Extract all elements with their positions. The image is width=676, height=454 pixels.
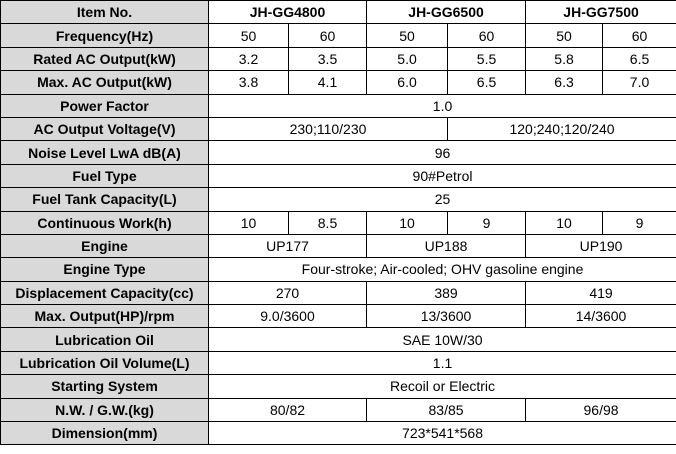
row-label-cell: Noise Level LwA dB(A) xyxy=(1,141,209,164)
value-cell: 14/3600 xyxy=(526,305,676,328)
value-cell: Recoil or Electric xyxy=(209,375,676,398)
header-label-cell: Item No. xyxy=(1,1,209,24)
row-label-cell: Engine xyxy=(1,234,209,257)
value-cell: 9 xyxy=(448,211,526,234)
value-cell: 1.1 xyxy=(209,351,676,374)
value-cell: 96 xyxy=(209,141,676,164)
row-label-cell: Max. Output(HP)/rpm xyxy=(1,305,209,328)
value-cell: 3.5 xyxy=(289,47,367,70)
value-cell: 3.8 xyxy=(209,71,289,94)
table-row xyxy=(1,141,676,164)
value-cell: 60 xyxy=(289,24,367,47)
value-cell: UP190 xyxy=(526,234,676,257)
row-label-cell: Power Factor xyxy=(1,94,209,117)
value-cell: 60 xyxy=(603,24,676,47)
value-cell: 6.5 xyxy=(448,71,526,94)
value-cell: 230;110/230 xyxy=(209,117,448,140)
value-cell: 9 xyxy=(603,211,676,234)
table-row xyxy=(1,94,676,117)
table-row xyxy=(1,422,676,445)
value-cell: 7.0 xyxy=(603,71,676,94)
row-label-cell: Lubrication Oil Volume(L) xyxy=(1,351,209,374)
value-cell: 6.0 xyxy=(367,71,448,94)
table-row xyxy=(1,375,676,398)
value-cell: 96/98 xyxy=(526,398,676,421)
value-cell: 50 xyxy=(526,24,603,47)
row-label-cell: Fuel Type xyxy=(1,164,209,187)
table-row xyxy=(1,398,676,421)
row-label-cell: Starting System xyxy=(1,375,209,398)
value-cell: 83/85 xyxy=(367,398,526,421)
value-cell: 50 xyxy=(209,24,289,47)
table-row xyxy=(1,47,676,70)
row-label-cell: Fuel Tank Capacity(L) xyxy=(1,188,209,211)
table-row xyxy=(1,281,676,304)
table-row xyxy=(1,164,676,187)
value-cell: 3.2 xyxy=(209,47,289,70)
value-cell: 120;240;120/240 xyxy=(448,117,676,140)
value-cell: 9.0/3600 xyxy=(209,305,367,328)
value-cell: 723*541*568 xyxy=(209,422,676,445)
row-label-cell: N.W. / G.W.(kg) xyxy=(1,398,209,421)
spec-table-body xyxy=(1,1,676,445)
table-row xyxy=(1,188,676,211)
value-cell: 1.0 xyxy=(209,94,676,117)
row-label-cell: Max. AC Output(kW) xyxy=(1,71,209,94)
value-cell: 10 xyxy=(209,211,289,234)
row-label-cell: Frequency(Hz) xyxy=(1,24,209,47)
value-cell: 6.5 xyxy=(603,47,676,70)
row-label-cell: Engine Type xyxy=(1,258,209,281)
value-cell: 80/82 xyxy=(209,398,367,421)
value-cell: UP188 xyxy=(367,234,526,257)
value-cell: 60 xyxy=(448,24,526,47)
row-label-cell: Rated AC Output(kW) xyxy=(1,47,209,70)
value-cell: 5.0 xyxy=(367,47,448,70)
row-label-cell: Continuous Work(h) xyxy=(1,211,209,234)
row-label-cell: AC Output Voltage(V) xyxy=(1,117,209,140)
value-cell: 90#Petrol xyxy=(209,164,676,187)
row-label-cell: Displacement Capacity(cc) xyxy=(1,281,209,304)
value-cell: 10 xyxy=(526,211,603,234)
row-label-cell: Dimension(mm) xyxy=(1,422,209,445)
value-cell: 4.1 xyxy=(289,71,367,94)
value-cell: 50 xyxy=(367,24,448,47)
value-cell: 5.8 xyxy=(526,47,603,70)
table-row xyxy=(1,351,676,374)
value-cell: 389 xyxy=(367,281,526,304)
value-cell: 8.5 xyxy=(289,211,367,234)
value-cell: UP177 xyxy=(209,234,367,257)
table-row xyxy=(1,234,676,257)
table-row xyxy=(1,328,676,351)
value-cell: Four-stroke; Air-cooled; OHV gasoline engine xyxy=(209,258,676,281)
table-row xyxy=(1,211,676,234)
table-row xyxy=(1,71,676,94)
table-row xyxy=(1,258,676,281)
value-cell: SAE 10W/30 xyxy=(209,328,676,351)
header-row xyxy=(1,1,676,24)
table-row xyxy=(1,305,676,328)
row-label-cell: Lubrication Oil xyxy=(1,328,209,351)
model-header-cell: JH-GG4800 xyxy=(209,1,367,24)
table-row xyxy=(1,24,676,47)
value-cell: 25 xyxy=(209,188,676,211)
value-cell: 10 xyxy=(367,211,448,234)
value-cell: 5.5 xyxy=(448,47,526,70)
value-cell: 13/3600 xyxy=(367,305,526,328)
model-header-cell: JH-GG7500 xyxy=(526,1,676,24)
value-cell: 419 xyxy=(526,281,676,304)
model-header-cell: JH-GG6500 xyxy=(367,1,526,24)
value-cell: 270 xyxy=(209,281,367,304)
table-row xyxy=(1,117,676,140)
value-cell: 6.3 xyxy=(526,71,603,94)
